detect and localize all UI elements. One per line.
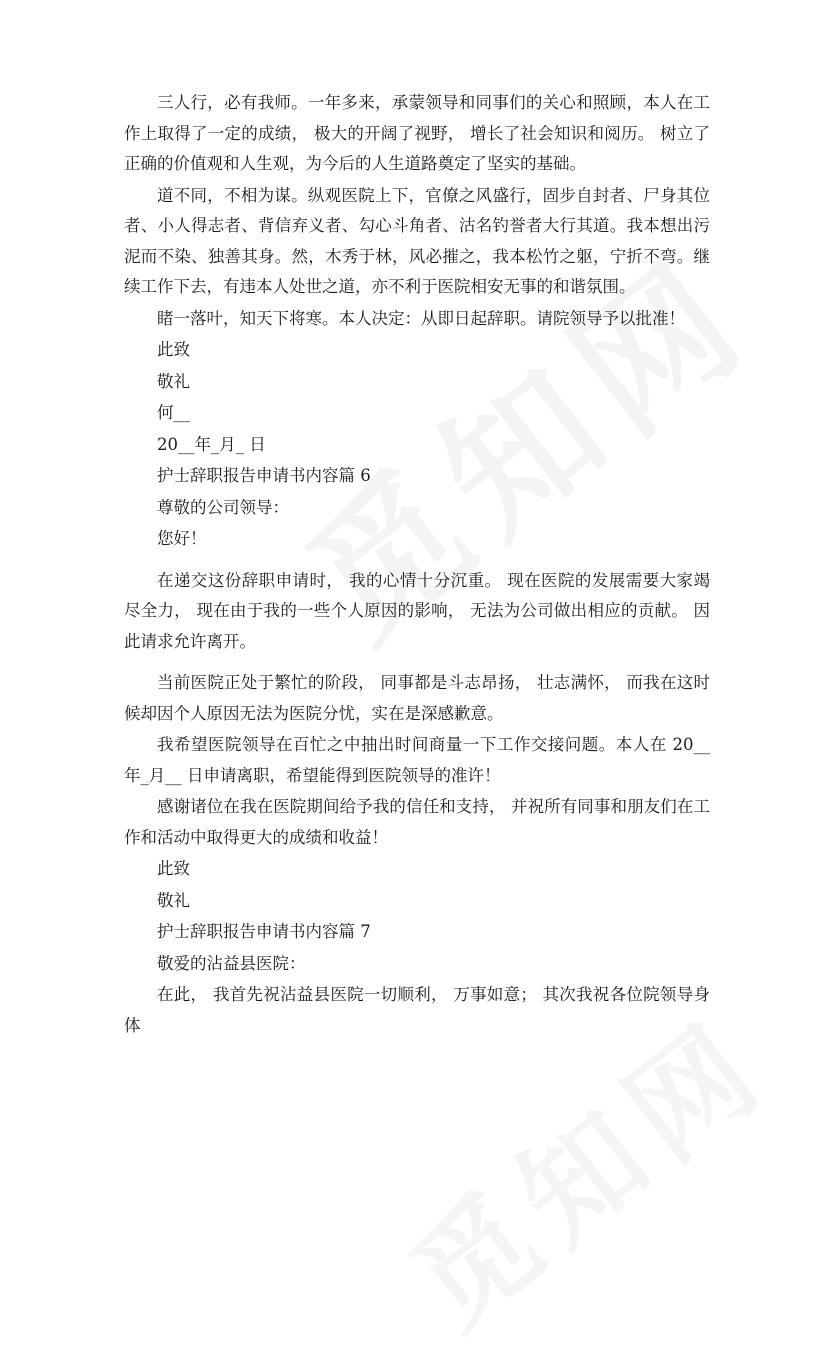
salutation: 敬爱的沾益县医院：: [157, 953, 306, 973]
signature-date: 20__年_月_ 日: [157, 434, 266, 454]
closing-line: 敬礼: [157, 890, 190, 910]
paragraph: 在递交这份辞职申请时， 我的心情十分沉重。 现在医院的发展需要大家竭尽全力， 现在由于我的一些个人原因的影响， 无法为公司做出相应的贡献。 因此请求允许离开。: [124, 570, 710, 651]
paragraph: 我希望医院领导在百忙之中抽出时间商量一下工作交接问题。本人在 20__年_月__ 日申请离职，希望能得到医院领导的准许！: [124, 735, 710, 785]
paragraph: 三人行，必有我师。一年多来，承蒙领导和同事们的关心和照顾，本人在工作上取得了一定的成绩， 极大的开阔了视野， 增长了社会知识和阅历。 树立了正确的价值观和人生观，为今后的人生道路奠定了坚实的基础。: [124, 93, 710, 173]
closing-line: 此致: [157, 340, 190, 359]
document-body: [124, 88, 710, 1042]
section-title: 护士辞职报告申请书内容篇 7: [157, 922, 371, 941]
paragraph: 道不同，不相为谋。纵观医院上下，官僚之风盛行，固步自封者、尸身其位者、小人得志者、背信弃义者、勾心斗角者、沽名钓誉者大行其道。我本想出污泥而不染、独善其身。然，木秀于林，风必摧之，我本松竹之躯，宁折不弯。继续工作下去，有违本人处世之道，亦不利于医院相安无事的和谐氛围。: [124, 185, 710, 296]
signature-name: 何__: [157, 403, 190, 422]
paragraph: 当前医院正处于繁忙的阶段， 同事都是斗志昂扬， 壮志满怀， 而我在这时候却因个人原因无法为医院分忧，实在是深感歉意。: [124, 673, 710, 723]
paragraph: 睹一落叶，知天下将寒。本人决定：从即日起辞职。请院领导予以批准！: [157, 308, 685, 328]
section-title: 护士辞职报告申请书内容篇 6: [157, 466, 371, 485]
closing-line: 敬礼: [157, 371, 190, 391]
paragraph: 在此， 我首先祝沾益县医院一切顺利， 万事如意； 其次我祝各位院领导身体: [124, 985, 710, 1035]
paragraph: 感谢诸位在我在医院期间给予我的信任和支持， 并祝所有同事和朋友们在工作和活动中取得更大的成绩和收益！: [124, 797, 710, 847]
salutation: 尊敬的公司领导：: [157, 497, 289, 517]
closing-line: 此致: [157, 859, 190, 878]
greeting: 您好！: [157, 529, 207, 548]
